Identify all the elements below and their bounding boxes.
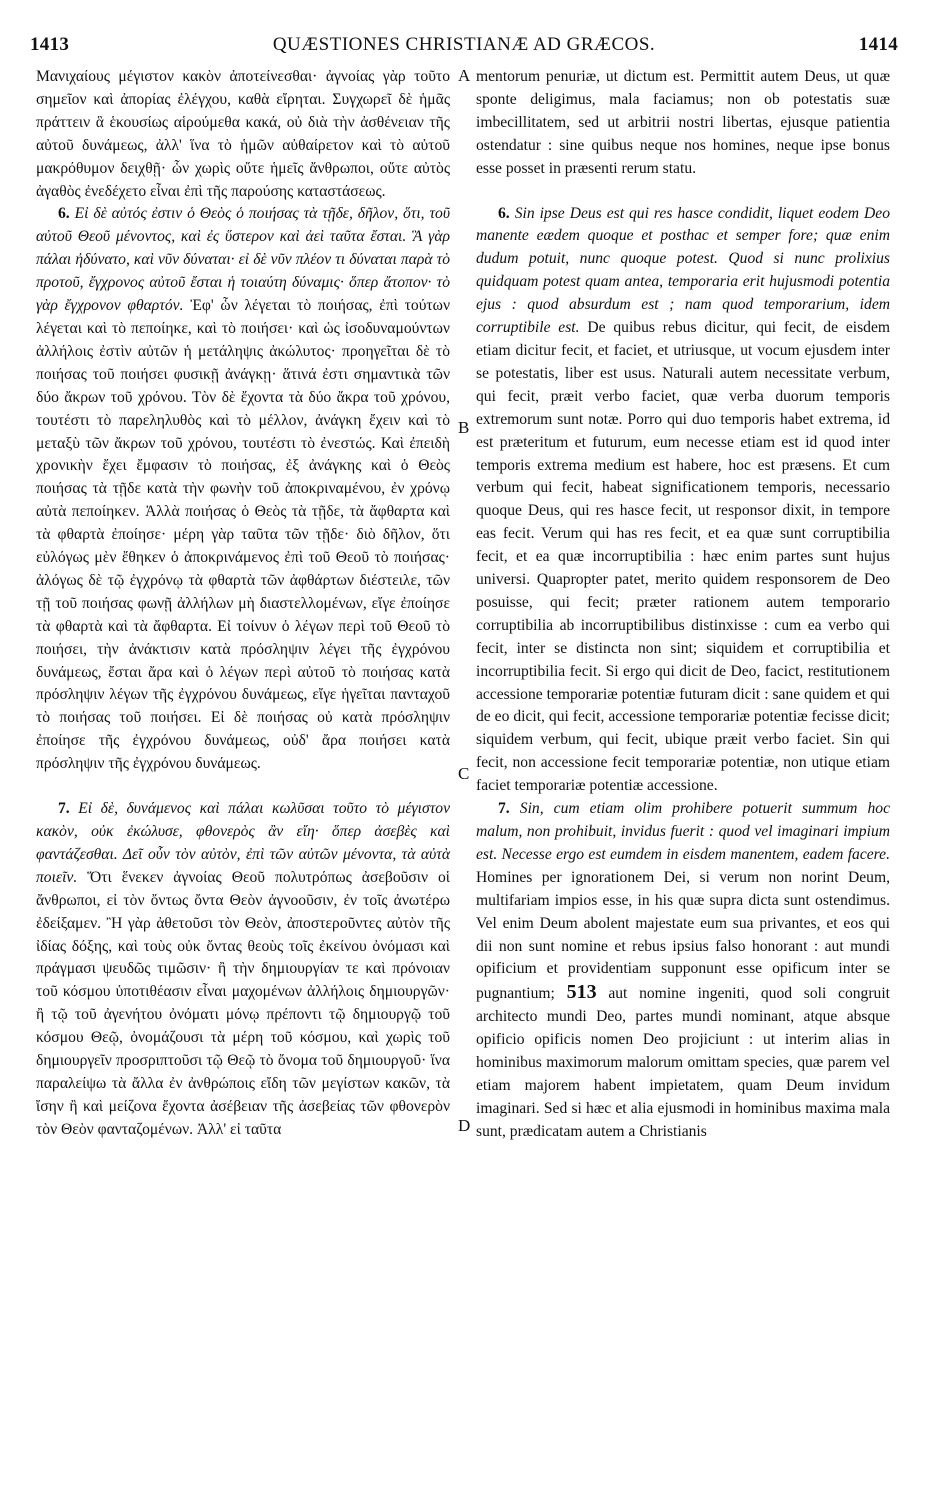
margin-marker-a: A (458, 66, 471, 85)
section-body: Homines per ignorationem Dei, si verum non norint Deum, multifariam impios esse, in his quæ supra dicta sunt ostendimus. Vel enim Deum abolent majestate eum sua privantes, et eos qui dii non sunt nomine et rebus ipsius falso honorant : aut mundi opificium et providentiam supponunt esse opificum inter se pugnantium; (476, 868, 890, 1003)
latin-paragraph-intro: mentorum penuriæ, ut dictum est. Permittit autem Deus, ut quæ sponte deligimus, mala faciamus; non ob potestatis suæ imbecillitatem, sed ut arbitrii nostri libertas, ejusque patientia ostendatur : sine quibus neque nos homines, neque ipse bonus esse posset in præsenti rerum statu. (476, 68, 890, 177)
section-number: 7. (498, 800, 510, 818)
section-number: 6. (58, 205, 70, 223)
section-heading: Εἰ δὲ αὐτός ἐστιν ὁ Θεὸς ὁ ποιήσας τὰ τῇδε, δῆλον, ὅτι, τοῦ αὐτοῦ Θεοῦ μένοντος, καὶ ἐς ὕστερον καὶ ἀεὶ ταῦτα ἔσται. Ἃ γὰρ πάλαι ἠδύνατο, καὶ νῦν δύναται· εἰ δὲ νῦν πλέον τι δύναται παρὰ τὸ προτοῦ, ἔγχρονος αὐτοῦ ἔσται ἡ τοιαύτη δύναμις· ὅπερ ἄτοπον· τὸ γὰρ ἔγχρονον φθαρτόν. (36, 205, 450, 315)
section-heading: Sin ipse Deus est qui res hasce condidit, liquet eodem Deo manente eædem quoque et posthac et semper fore; quæ enim dudum potuit, nunc quoque potest. Quod si nunc prolixius quidquam potest quam antea, temporaria erit hujusmodi potentia ejus : quod absurdum est ; nam quod temporarium, idem corruptibile est. (476, 204, 890, 337)
page-number-right: 1414 (858, 34, 898, 55)
greek-paragraph-intro: Μανιχαίους μέγιστον κακὸν ἀποτείνεσθαι· ἀγνοίας γὰρ τοῦτο σημεῖον καὶ ἀπορίας ἐλέγχου, καθὰ εἴρηται. Συγχωρεῖ δὲ ἡμᾶς πράττειν ἃ ἑκουσίως αἱρούμεθα κακά, οὐ διὰ τὴν ἀσθένειαν τῆς αὐτοῦ δυνάμεως, ἀλλ' ἵνα τὸ ἡμῶν αὐθαίρετον καὶ τὸ αὐτοῦ μακρόθυμον δειχθῇ· ὧν χωρὶς οὔτε ἡμεῖς ἄνθρωποι, οὔτε αὐτὸς ἀγαθὸς ἐνεδέχετο εἶναι ἐπὶ τῆς παρούσης καταστάσεως. (36, 68, 450, 200)
section-number: 7. (58, 800, 70, 818)
section-heading: Εἰ δὲ, δυνάμενος καὶ πάλαι κωλῦσαι τοῦτο τὸ μέγιστον κακὸν, οὐκ ἐκώλυσε, φθονερὸς ἂν εἴη· ὅπερ ἀσεβὲς καὶ φαντάζεσθαι. Δεῖ οὖν τὸν αὐτὸν, ἐπὶ τῶν αὐτῶν μένοντα, τὰ αὐτὰ ποιεῖν. (36, 800, 450, 886)
section-body-continued: aut nomine ingeniti, quod soli congruit architecto mundi Deo, partes mundi nominant, atque absque opificio opificis nomen Deo projiciunt : ut interim alias in hominibus maximorum malorum omittam species, quæ parem vel etiam majorem habent impietatem, quam Deum invidum imaginari. Sed si hæc et alia ejusmodi in hominibus maxima mala sunt, prædicatam autem a Christianis (476, 985, 890, 1140)
margin-marker-d: D (458, 1116, 471, 1135)
greek-section-7 (36, 798, 450, 1142)
latin-column (476, 66, 890, 1144)
section-body: Ὅτι ἕνεκεν ἀγνοίας Θεοῦ πολυτρόπως ἀσεβοῦσιν οἱ ἄνθρωποι, εἰ τὸν ὄντως ὄντα Θεὸν ἀγνοοῦσιν, ἐν τοῖς ἀνωτέρω ἐδείξαμεν. Ἢ γὰρ ἀθετοῦσι τὸν Θεὸν, ἀποστεροῦντες αὐτὸν τῆς ἰδίας δόξης, καὶ τοὺς οὐκ ὄντας θεοὺς τοῖς ἐκείνου ὀνόμασι καὶ πράγμασι ψευδῶς τιμῶσιν· ἢ τὴν δημιουργίαν τε καὶ πρόνοιαν τοῦ κόσμου ὑποτιθέασιν εἶναι μαχομένων ἀλλήλοις δημιουργῶν· ἢ τῷ τοῦ ἀγενήτου ὀνόματι μόνῳ πρέποντι τῷ δημιουργῷ τοῦ κόσμου Θεῷ, ὀνομάζουσι τὰ μέρη τοῦ κόσμου, καὶ χωρὶς τοῦ δημιουργεῖν προσριπτοῦσι τῷ Θεῷ τὸ ὄνομα τοῦ δημιουργοῦ· ἵνα παραλείψω τὰ ἄλλα ἐν ἀνθρώποις εἴδη τῶν μεγίστων κακῶν, τὰ ἴσην ἢ καὶ μείζονα ἔχοντα ἀσέβειαν τῆς ἀσεβείας τῶν φθονερὸν τὸν Θεὸν φανταζομένων. Ἀλλ' εἰ ταῦτα (36, 868, 450, 1138)
edition-page-number: 513 (566, 981, 597, 1004)
margin-marker-c: C (458, 764, 470, 783)
latin-section-6 (476, 203, 890, 799)
greek-column (36, 66, 450, 1142)
section-heading: Sin, cum etiam olim prohibere potuerit summum hoc malum, non prohibuit, invidus fuerit : quod vel imaginari impium est. Necesse ergo est eumdem in eisdem manentem, eadem facere. (476, 800, 890, 863)
section-body: Ἐφ' ὧν λέγεται τὸ ποιήσας, ἐπὶ τούτων λέγεται καὶ τὸ πεποίηκε, καὶ τὸ ποιήσει· καὶ ὡς ἰσοδυναμούντων ἀλλήλοις ἐστὶν αὐτῶν ἡ μετάληψις ἀκώλυτος· προηγεῖται δὲ τὸ ποιήσας τοῦ ποιήσει φυσικῇ ἀνάγκῃ· ἅτινά ἐστι σημαντικὰ τῶν δύο ἄκρων τοῦ χρόνου. Τὸν δὲ ἔχοντα τὰ δύο ἄκρα τοῦ χρόνου, τουτέστι τὸ παρεληλυθὸς καὶ τὸ μέλλον, ἀνάγκη ἔχειν καὶ τὸ μεταξὺ τῶν ἄκρων τοῦ χρόνου, τουτέστι τὸ ἐνεστώς. Καὶ ἐπειδὴ χρονικὴν ἔχει ἔμφασιν τὸ ποιήσας, ἐξ ἀνάγκης καὶ ὁ Θεὸς ποιήσας τὰ τῇδε κατὰ τὴν φωνὴν τοῦ ἀποκριναμένου, ἐν χρόνῳ αὐτὰ πεποίηκεν. Ἀλλὰ ποιήσας ὁ Θεὸς τὰ τῇδε, τὰ ἄφθαρτα καὶ τὰ φθαρτὰ ἐποίησε· μέρη γὰρ ταῦτα τῶν τῇδε· διὸ δῆλον, ὅτι εὐλόγως μὲν ἔθηκεν ὁ ἀποκρινάμενος ἐπὶ τοῦ Θεοῦ τὸ ποιήσας· ἀλόγως δὲ τῷ ἐγχρόνῳ τὰ φθαρτὰ τῶν ἀφθάρτων διέστειλε, τῶν τῇ τοῦ ποιήσας φωνῇ ἀλλήλων μὴ διαστελλομένων, εἴγε ἐποίησε τὰ φθαρτὰ καὶ τὰ ἄφθαρτα. Εἰ τοίνυν ὁ λέγων περὶ τοῦ Θεοῦ τὸ ποιήσει, τὴν ἀνάκτισιν κατὰ πρόσληψιν λέγει τῆς ἐγχρόνου δυνάμεως, ἔσται ἄρα καὶ ὁ λέγων περὶ αὐτοῦ τὸ ποιήσας κατὰ πρόσληψιν λέγων τῆς ἐγχρόνου δυνάμεως, εἴγε ἡγεῖται πανταχοῦ τὸ ποιήσας τοῦ ποιήσει. Εἰ δὲ ποιήσας οὐ κατὰ πρόσληψιν ἐποίησε τῆς ἐγχρόνου δυνάμεως, οὐδ' ἄρα ποιήσει κατὰ πρόσληψιν τῆς ἐγχρόνου δυνάμεως. (36, 297, 450, 773)
section-number: 6. (498, 204, 510, 222)
running-title: QUÆSTIONES CHRISTIANÆ AD GRÆCOS. (272, 34, 656, 55)
latin-section-7 (476, 798, 890, 1144)
page-number-left: 1413 (30, 34, 70, 55)
greek-section-6 (36, 203, 450, 776)
page-header (30, 34, 898, 58)
section-body: De quibus rebus dicitur, qui fecit, de eisdem etiam dicitur fecit, et faciet, et utriusque, ut vocum ejusdem inter se potestatis, liber est usus. Naturali autem necessitate verbum, qui fecit, præit verbo faciet, quæ verba duorum temporis extremorum sunt notæ. Porro qui duo temporis habet extrema, id est præteritum et futurum, eum necesse etiam est id quod inter temporis extrema medium est habere, hoc est præsens. Et cum verbum qui fecit, habeat significationem temporis, necessario quoque Deus, qui res hasce fecit, ut responsor dixit, in tempore eas fecit. Verum qui has res fecit, et ea quæ sunt corruptibilia fecit, et ea quæ incorruptibilia : hæc enim partes sunt hujus universi. Quapropter patet, merito quidem responsorem de Deo posuisse, qui fecit; præter rationem autem temporario corruptibilia ab incorruptibilibus distinxisse : cum ea verbo qui fecit, inter se distincta non sint; siquidem et corruptibilia et incorruptibilia fecit. Si ergo qui dicit de Deo, facict, restitutionem accessione temporariæ potentiæ futuram dicit : sane quidem et qui de eo dicit, qui fecit, accessione temporariæ potentiæ fecisse dicit; siquidem verbum, qui fecit, ubique præit verbo faciet. Sin qui fecit, non accessione fecit temporariæ potentiæ, non utique etiam faciet temporariæ potentiæ accessione. (476, 319, 890, 795)
margin-marker-b: B (458, 418, 470, 437)
